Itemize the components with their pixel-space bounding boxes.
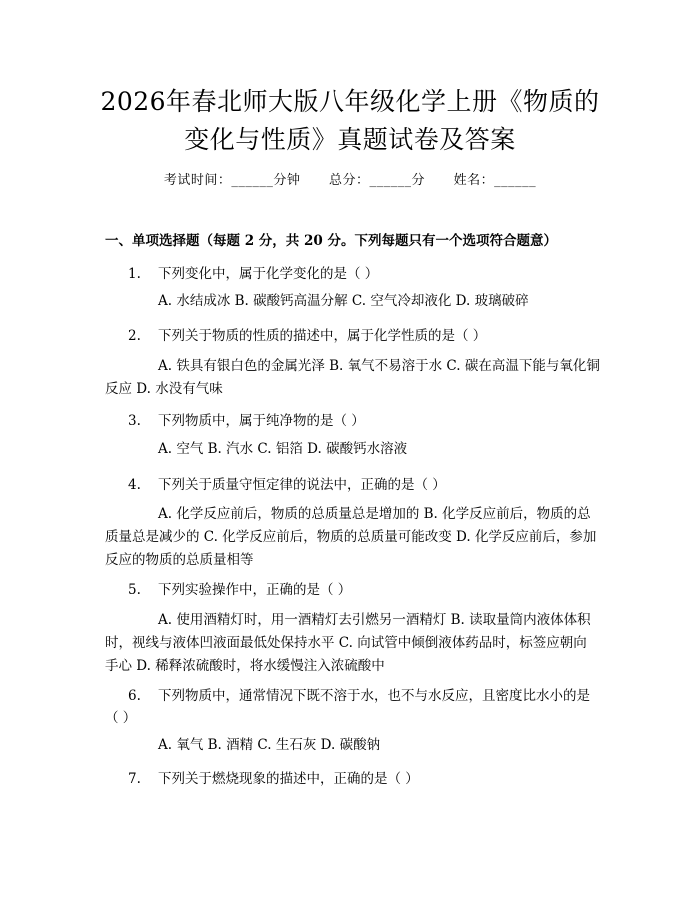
question-7: [128, 767, 419, 787]
section-heading: 一、单项选择题（每题 2 分，共 20 分。下列每题只有一个选项符合题意）: [105, 233, 557, 249]
question-5: [128, 578, 351, 598]
document-title-line2: 变化与性质》真题试卷及答案: [184, 125, 516, 154]
question-6-bracket: （ ）: [105, 710, 137, 726]
question-stem: 下列关于燃烧现象的描述中，正确的是（ ）: [158, 771, 419, 787]
question-number: 1.: [128, 266, 141, 282]
question-stem: 下列实验操作中，正确的是（ ）: [158, 582, 352, 598]
question-3: [128, 409, 365, 429]
question-stem: 下列关于质量守恒定律的说法中，正确的是（ ）: [158, 477, 446, 493]
question-number: 6.: [128, 688, 141, 704]
question-3-options: A. 空气 B. 汽水 C. 铝箔 D. 碳酸钙水溶液: [158, 441, 408, 457]
exam-score: 总分：______分: [328, 173, 425, 188]
question-stem: 下列物质中，属于纯净物的是（ ）: [158, 413, 365, 429]
question-6: [128, 684, 590, 704]
question-4-options: A. 化学反应前后，物质的总质量总是增加的 B. 化学反应前后，物质的总质量总是减少的 C. 化学反应前后，物质的总质量可能改变 D. 化学反应前后，参加反应的物质的总质量相等: [105, 506, 597, 568]
question-4: [128, 473, 446, 493]
question-2: [128, 324, 486, 344]
question-1: [128, 262, 378, 282]
question-2-options: A. 铁具有银白色的金属光泽 B. 氧气不易溶于水 C. 碳在高温下能与氧化铜反应 D. 水没有气味: [105, 358, 600, 397]
document-title-line1: 2026年春北师大版八年级化学上册《物质的: [100, 87, 600, 116]
question-number: 5.: [128, 582, 141, 598]
question-number: 7.: [128, 771, 141, 787]
exam-time: 考试时间：______分钟: [163, 173, 301, 188]
question-number: 4.: [128, 477, 141, 493]
question-5-options: A. 使用酒精灯时，用一酒精灯去引燃另一酒精灯 B. 读取量筒内液体体积时，视线与液体凹液面最低处保持水平 C. 向试管中倾倒液体药品时，标签应朝向手心 D. 稀释浓硫酸时，将水缓慢注入浓硫酸中: [105, 612, 591, 674]
question-1-options: A. 水结成冰 B. 碳酸钙高温分解 C. 空气冷却液化 D. 玻璃破碎: [158, 293, 529, 309]
question-stem: 下列变化中，属于化学变化的是（ ）: [158, 266, 379, 282]
question-6-options: A. 氧气 B. 酒精 C. 生石灰 D. 碳酸钠: [158, 737, 381, 753]
exam-meta: [0, 169, 700, 188]
question-number: 2.: [128, 328, 141, 344]
question-stem: 下列物质中，通常情况下既不溶于水，也不与水反应，且密度比水小的是: [158, 688, 590, 704]
question-number: 3.: [128, 413, 141, 429]
student-name: 姓名：______: [453, 173, 537, 188]
question-stem: 下列关于物质的性质的描述中，属于化学性质的是（ ）: [158, 328, 487, 344]
